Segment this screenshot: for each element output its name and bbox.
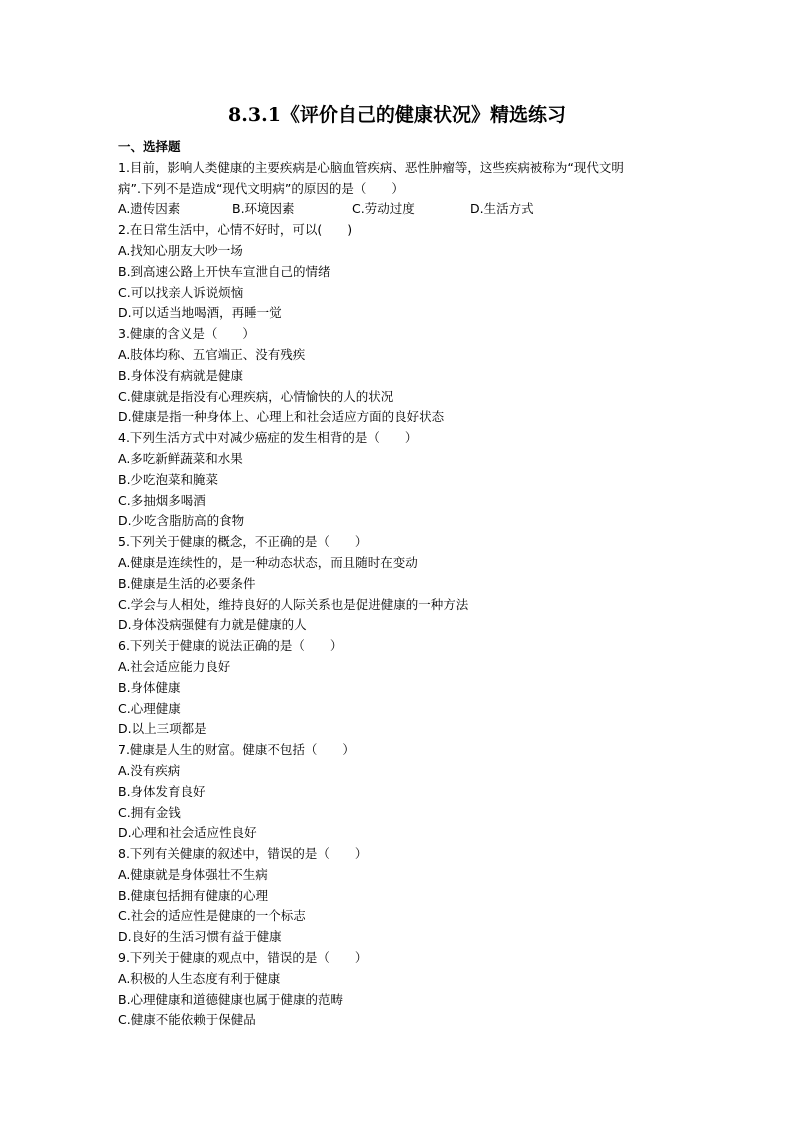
section-heading: 一、选择题 xyxy=(118,139,181,154)
option-c: C.心理健康 xyxy=(118,700,181,716)
option-b: B.身体没有病就是健康 xyxy=(118,367,244,383)
option-a: A.健康是连续性的，是一种动态状态，而且随时在变动 xyxy=(118,554,418,570)
option-a: A.没有疾病 xyxy=(118,762,181,778)
option-b: B.心理健康和道德健康也属于健康的范畴 xyxy=(118,991,344,1007)
option-c: C.多抽烟多喝酒 xyxy=(118,492,206,508)
option-a: A.健康就是身体强壮不生病 xyxy=(118,866,268,882)
option-d: D.可以适当地喝酒，再睡一觉 xyxy=(118,305,282,321)
option-a: A.肢体均称、五官端正、没有残疾 xyxy=(118,346,306,362)
option-b: B.健康包括拥有健康的心理 xyxy=(118,887,269,903)
question-7-stem: 7.健康是人生的财富。健康不包括（ ） xyxy=(118,742,355,758)
question-8-stem: 8.下列有关健康的叙述中，错误的是（ ） xyxy=(118,846,368,862)
question-1-options xyxy=(118,199,698,220)
document-title: 8.3.1《评价自己的健康状况》精选练习 xyxy=(228,104,566,126)
option-b: B.身体发育良好 xyxy=(118,783,206,799)
option-d: D.少吃含脂肪高的食物 xyxy=(118,513,245,529)
option-d: D.良好的生活习惯有益于健康 xyxy=(118,929,282,945)
option-b: B.健康是生活的必要条件 xyxy=(118,575,256,591)
option-d: D.身体没病强健有力就是健康的人 xyxy=(118,617,307,633)
option-a: A.积极的人生态度有利于健康 xyxy=(118,970,281,986)
option-c: C.劳动过度 xyxy=(352,201,415,217)
option-d: D.以上三项都是 xyxy=(118,721,207,737)
option-c: C.社会的适应性是健康的一个标志 xyxy=(118,908,306,924)
option-a: A.社会适应能力良好 xyxy=(118,658,231,674)
option-b: B.少吃泡菜和腌菜 xyxy=(118,471,219,487)
option-a: A.多吃新鲜蔬菜和水果 xyxy=(118,450,243,466)
question-1-stem-line-2: 病”.下列不是造成“现代文明病”的原因的是（ ） xyxy=(118,180,404,196)
option-d: D.健康是指一种身体上、心理上和社会适应方面的良好状态 xyxy=(118,409,445,425)
option-a: A.遗传因素 xyxy=(118,201,181,217)
option-b: B.到高速公路上开快车宣泄自己的情绪 xyxy=(118,263,331,279)
option-b: B.环境因素 xyxy=(232,201,295,217)
option-a: A.找知心朋友大吵一场 xyxy=(118,242,243,258)
option-c: C.健康就是指没有心理疾病，心情愉快的人的状况 xyxy=(118,388,394,404)
question-5-stem: 5.下列关于健康的概念，不正确的是（ ） xyxy=(118,534,368,550)
option-c: C.健康不能依赖于保健品 xyxy=(118,1012,256,1028)
question-list xyxy=(118,137,698,1031)
option-c: C.学会与人相处，维持良好的人际关系也是促进健康的一种方法 xyxy=(118,596,469,612)
option-d: D.生活方式 xyxy=(470,201,534,217)
question-2-stem: 2.在日常生活中，心情不好时，可以( ) xyxy=(118,222,353,238)
question-9-stem: 9.下列关于健康的观点中，错误的是（ ） xyxy=(118,950,368,966)
option-c: C.拥有金钱 xyxy=(118,804,181,820)
question-4-stem: 4.下列生活方式中对减少癌症的发生相背的是（ ） xyxy=(118,430,418,446)
question-6-stem: 6.下列关于健康的说法正确的是（ ） xyxy=(118,638,343,654)
option-b: B.身体健康 xyxy=(118,679,181,695)
question-3-stem: 3.健康的含义是（ ） xyxy=(118,326,255,342)
question-1-stem-line-1: 1.目前，影响人类健康的主要疾病是心脑血管疾病、恶性肿瘤等，这些疾病被称为“现代文明 xyxy=(118,159,624,175)
option-d: D.心理和社会适应性良好 xyxy=(118,825,257,841)
option-c: C.可以找亲人诉说烦恼 xyxy=(118,284,244,300)
